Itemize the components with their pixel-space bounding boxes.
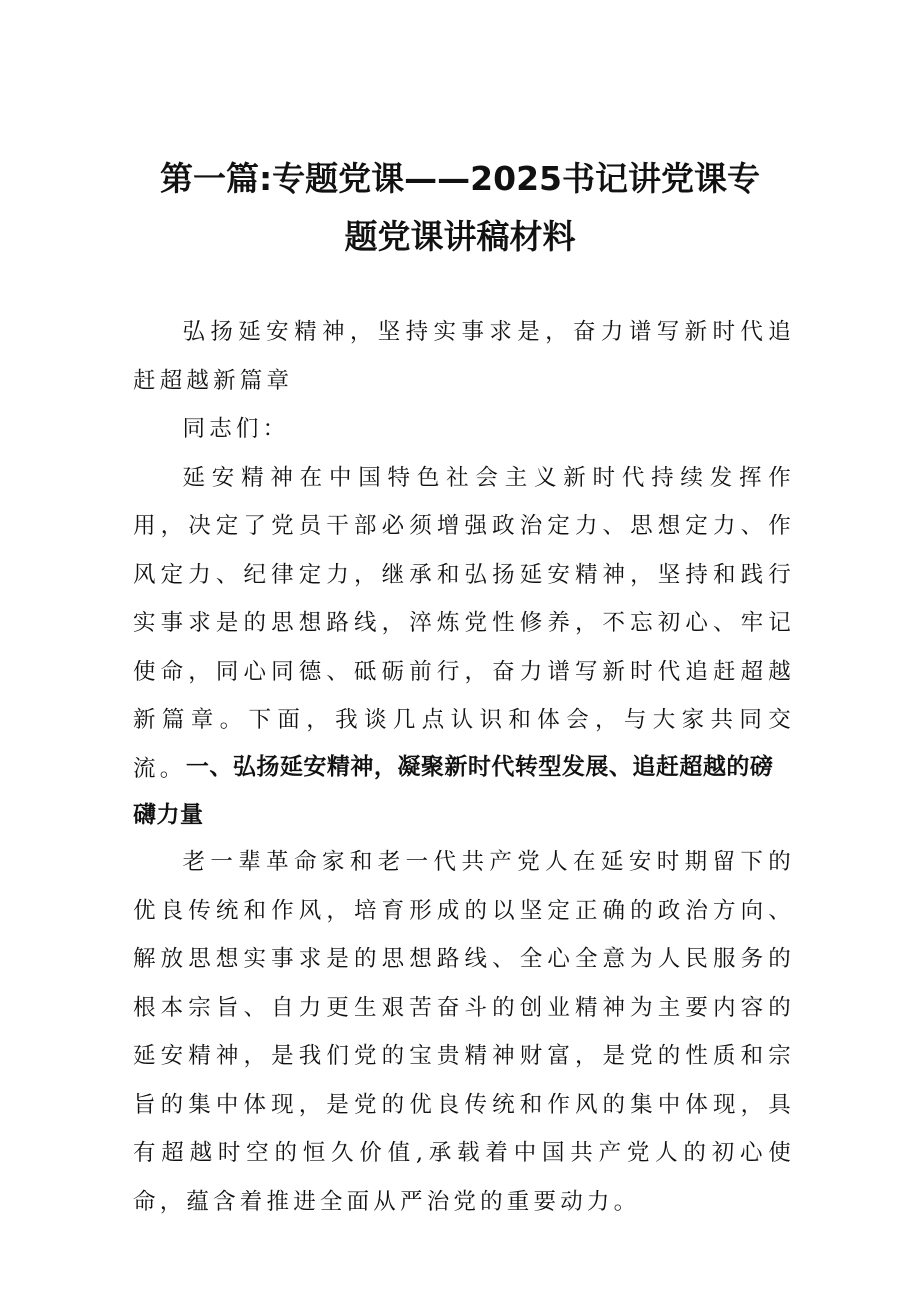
title-line-2: 题党课讲稿材料 [344, 217, 576, 256]
document-title [110, 150, 810, 266]
intro-paragraph: 延安精神在中国特色社会主义新时代持续发挥作用，决定了党员干部必须增强政治定力、思想定力、作风定力、纪律定力，继承和弘扬延安精神，坚持和践行实事求是的思想路线，淬炼党性修养，不忘初心、牢记使命，同心同德、砥砺前行，奋力谱写新时代追赶超越新篇章。下面，我谈几点认识和体会，与大家共同交流。 [133, 464, 795, 782]
intro-block [133, 308, 795, 793]
title-line-1: 第一篇:专题党课——2025书记讲党课专 [159, 159, 761, 198]
section-1-heading: 一、弘扬延安精神，凝聚新时代转型发展、追赶超越的磅礴力量 [133, 754, 774, 828]
section-1-block [133, 838, 795, 1226]
subtitle-paragraph: 弘扬延安精神，坚持实事求是，奋力谱写新时代追赶超越新篇章 [133, 319, 795, 394]
section-1-paragraph: 老一辈革命家和老一代共产党人在延安时期留下的优良传统和作风，培育形成的以坚定正确的政治方向、解放思想实事求是的思想路线、全心全意为人民服务的根本宗旨、自力更生艰苦奋斗的创业精神为主要内容的延安精神，是我们党的宝贵精神财富，是党的性质和宗旨的集中体现，是党的优良传统和作风的集中体现，具有超越时空的恒久价值,承载着中国共产党人的初心使命，蕴含着推进全面从严治党的重要动力。 [133, 849, 795, 1215]
greeting-paragraph: 同志们： [182, 416, 290, 442]
